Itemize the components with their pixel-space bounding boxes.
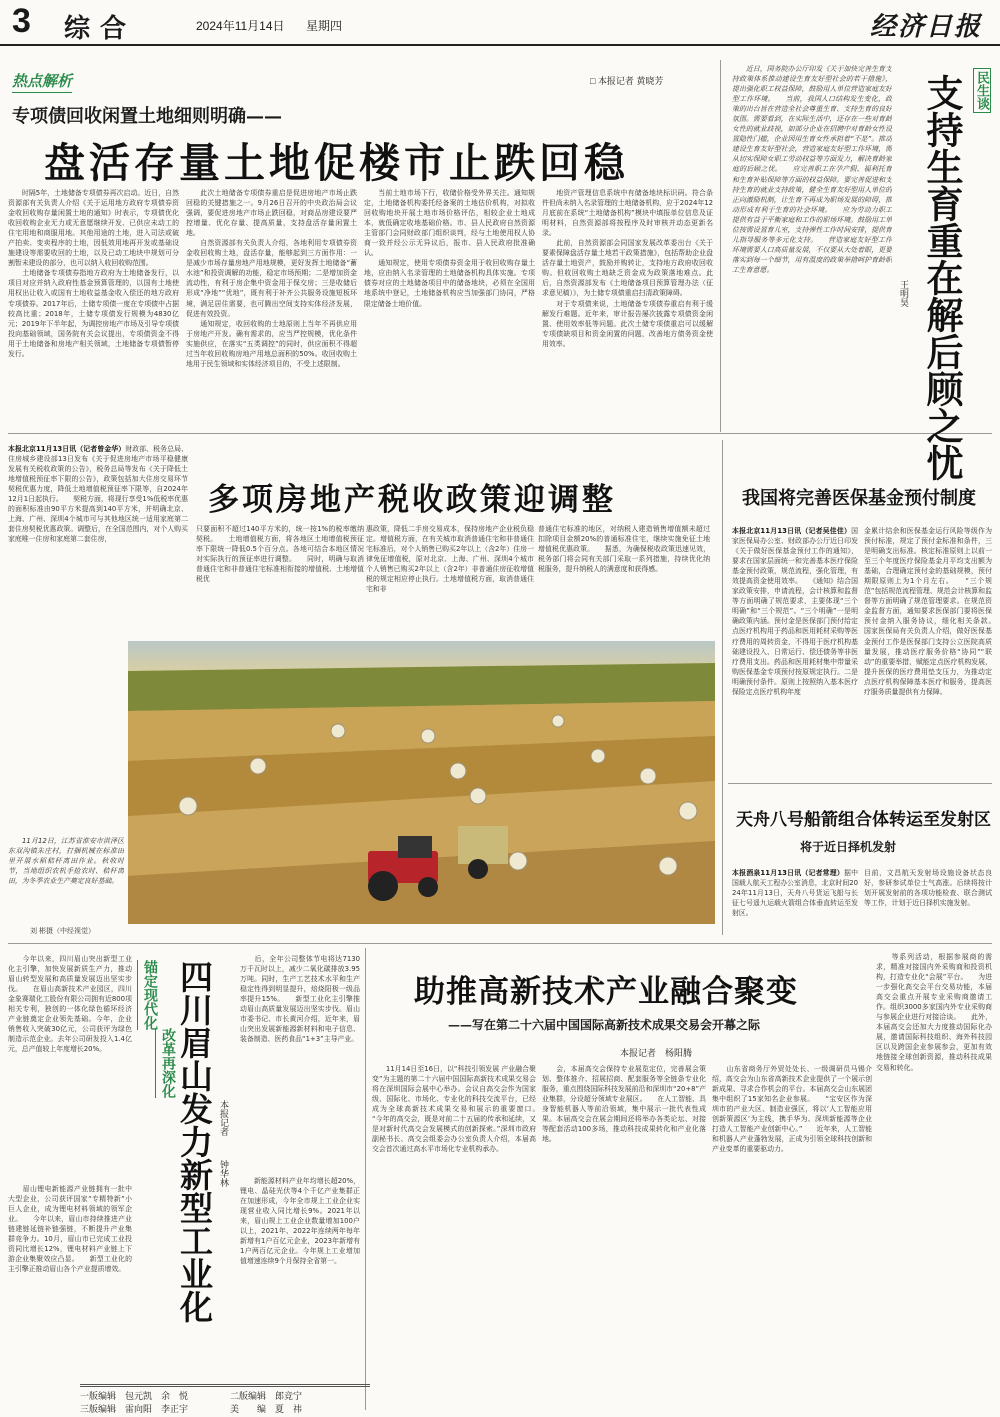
issue-weekday: 星期四: [306, 19, 343, 33]
sichuan-col-1: 今年以来，四川眉山突出新型工业化主引擎，加快发展新质生产力，推动眉山转型发展和高质量发展迈出坚实步伐。 在眉山高新技术产业园区，四川金象赛瑞化工股份有限公司拥有近800项相关专利，独创的一体化绿色循环经济产业链奠定企业领先基础。今年，企业销售收入突破30亿元，公司获评为绿色制造示范企业。去年公司研发投入1.4亿元，总产值较上年度增长20%。: [8, 955, 132, 1054]
sichuan-side-tag-2: 改革再深化: [155, 1028, 178, 1098]
policy-col-1: 本报北京11月13日讯（记者曾金华）财政部、税务总局、住房城乡建设部13日发布《关于促进房地产市场平稳健康发展有关税收政策的公告》，税务总局等发布《关于降低土地增值税预征率下限的公告》，政策包括加大住房交易环节契税优惠力度，降低土地增值税预征率下限等，自2024年12月1日起执行。 契税方面，将现行享受1%低税率优惠的面积标准由90平方米提高到140平方米，并明确北京、上海、广州、深圳4个城市可与其他地区统一适用家庭第二套住房契税优惠政策。调整后，在全国范围内，对个人购买家庭唯一住房和家庭第二套住房，: [8, 445, 188, 544]
tech-headline: 助推高新技术产业融合聚变: [414, 974, 798, 1010]
space-subtitle: 将于近日择机发射: [800, 840, 897, 854]
divider: [720, 60, 721, 432]
minsheng-body: 近日，国务院办公厅印发《关于加快完善生育支持政策体系推动建设生育友好型社会的若干措施》，提出强化职工权益保障，鼓励用人单位营造家庭友好型工作环境。 当前，我国人口结构发生变化，政策的出台旨在营造全社会尊重生育、支持生育的良好氛围。需要看到，在实际生活中，还存在一些对育龄女性的就业歧视，如部分企业在招聘中对育龄女性设置隐性门槛，企业因用生育女性承担着“不是”。推动建设生育友好型社会，营造家庭友好型工作环境，需从切实保障女职工劳动权益等方面发力，解决育龄家庭的后顾之忧。 应完善职工在孕产假、福利托育和生育补贴保障等方面的权益保障。要完善促进和支持生育的就业支持政策，健全生育友好型用人单位的正向激励机制，让生育不再成为职场发展的障碍，推动形成有利于生育的社会环境。 应为劳动力职工提供有益于平衡家庭和工作的职场环境。鼓励用工单位按需设置育儿室，支持弹性工作时间安排，提供育儿指导服务等多元化支持。 营造家庭友好型工作环境需要人口高质量发展，不仅要从大处着眼，更要落实到每一个细节，用有温度的政策举措呵护育龄职工生育意愿。: [732, 65, 892, 274]
space-col-1: 本报酒泉11月13日讯（记者常理）据中国载人航天工程办公室消息，北京时间2024年11月13日，天舟八号货运飞船与长征七号遥九运载火箭组合体垂直转运至发射区。: [732, 869, 858, 918]
sichuan-byline-label: 本报记者: [219, 1100, 229, 1136]
minsheng-headline: 支持生育重在解后顾之忧: [920, 74, 964, 481]
page-header: [0, 0, 1000, 46]
policy-col-3: 惠政策，降低二手房交易成本，保持房地产企业税负稳定。增值税方面，在有关城市取消普通住宅和非普通住宅标准后，对个人销售已购买2年以上（含2年）住房一律免征增值税，原对北京、上海、广州、深圳4个城市个人销售已购买2年以上（含2年）非普通住房征收增值税的规定相应停止执行。土地增值税方面，取消普通住宅和非: [366, 525, 534, 594]
medical-headline: 我国将完善医保基金预付制度: [742, 488, 976, 509]
policy-col-4: 普通住宅标准的地区，对纳税人建造销售增值额未超过扣除项目金额20%的普通标准住宅，继续实施免征土地增值税优惠政策。 据悉，为确保税收政策迅速见效，税务部门将会同有关部门采取一系列措施，持续优化纳税服务，提升纳税人的满意度和获得感。: [538, 525, 710, 574]
hot-col-4: 地资产管理信息系统中有储备地块标识码。符合条件但尚未纳入名录管理的土地储备机构，应于2024年12月底前在系统“土地储备机构”模块中填报单位信息及证明材料，自然资源部将按程序及时审核并动态更新名录。 此前，自然资源部会同国家发展改革委出台《关于要素保障盘活存量土地若干政策措施》，包括帮助企业盘活存量土地资产，鼓励并购转让，支持地方政府收回收购。但收回收购土地缺乏资金成为政策落地难点。此后，自然资源部发布《土地储备项目预算管理办法（征求意见稿）》，为土储专项债重启扫清政策障碍。 对于专项债来说，土地储备专项债券重启有利于缓解发行难题。近年来，审计报告屡次披露专项债资金闲置、使用效率低等问题。此次土储专项债重启可以缓解专项债缺项目和资金闲置的问题，改善地方债务资金使用效率。: [542, 189, 713, 348]
divider: [365, 948, 366, 1410]
medical-col-1: 本报北京11月13日讯（记者吴佳佳）国家医保局办公室、财政部办公厅近日印发《关于做好医保基金预付工作的通知》，要求在国家层面统一和完善基本医疗保险基金预付政策，规范流程，强化管理，有效提高资金使用效率。 《通知》结合国家政策安排，申请流程，会计核算和监督等方面明确了规范要求，主要体现“三个明确”和“三个规范”。“三个明确”一是明确政策内涵。预付金是医保部门预付给定点医疗机构用于药品和医用耗材采购等医疗费用的周转资金，不得用于医疗机构基础建设投入、日常运行、偿还债务等非医疗费用支出。药品和医用耗材集中带量采购医保基金专项预付按原规定执行。二是明确预付条件。原则上按照纳入基本医疗保险定点医疗机构年度: [732, 527, 858, 696]
policy-headline: 多项房地产税收政策迎调整: [208, 482, 616, 518]
tech-col-2: 会，本届高交会保持专业展览定位，完善展会策划、整体推介、招展招商、配套服务等全链条专业化服务，重点围绕国际科技发展前沿和深圳市“20+8”产业集群，分设超分领域专业展区。 在人工智能、具身智能机器人等前沿领域，集中展示一批代表性成果。本届高交会在展会期间还将举办各类论坛、对接等配套活动100多场，推动科技成果转化和产业化落地。: [542, 1065, 706, 1144]
hot-kicker: 专项债回收闲置土地细则明确——: [12, 106, 282, 127]
editor-credit-4: 美 编 夏 祎: [230, 1404, 303, 1414]
hot-headline: 盘活存量土地促楼市止跌回稳: [44, 139, 629, 187]
hot-col-3: 当前土地市场下行，收储价格受外界关注。通知规定，土地储备机构委托经备案的土地估价机构，对拟收回收购地块开展土地市场价格评估，相较企业土地成本，就低确定收地基础价格。市、县人民政府自然资源主管部门会同财政部门组织谈判，经与土地使用权人协商一致并经公示无异议后，报市、县人民政府批准确认。 通知规定，使用专项债券资金用于收回收购存量土地，应由纳入名录管理的土地储备机构具体实施。专项债券对应的土地储备项目中的储备地块，必须在全国用地系统中登记，土地储备机构应当加强部门协同，严格限定储备土地价值。: [364, 189, 535, 308]
editor-credit-1: 一版编辑 包元凯 余 悦: [80, 1391, 189, 1401]
space-lead: 本报酒泉11月13日讯（记者常理）: [732, 869, 844, 877]
medical-col-2: 金累计结余和医保基金运行风险等级作为预付标准，规定了预付金标准和条件，三是明确支出标准。核定标准原则上以前一至三个年度医疗保险基金月平均支出额为基础，合理确定预付金的基础规模，预付期限原则上为1个月左右。 “三个规范”包括规范流程管理、规范会计核算和监督等方面明确了规范管理要求。在规范资金监督方面，通知要求医保部门要将医保预付金纳入服务协议，细化相关条款。 国家医保局有关负责人介绍，做好医保基金预付工作是医保部门支持公立医院高质量发展，推动医疗服务价格“协同”“联动”的重要举措，赋能定点医疗机构发展，提升医保的医疗费用垫支压力，为推动定点医疗机构保障基本医疗和服务，提高医疗服务质量提供有力保障。: [864, 527, 992, 696]
medical-lead: 本报北京11月13日讯（记者吴佳佳）: [732, 527, 852, 535]
section-name: 综合: [64, 14, 137, 44]
farm-photo-illustration: [128, 641, 715, 924]
farm-photo: [128, 641, 715, 924]
issue-date: 2024年11月14日: [196, 19, 285, 33]
editor-credit-2: 二版编辑 郎竞宁: [230, 1391, 303, 1401]
hot-col-1: 时隔5年，土地储备专项债券再次启动。近日，自然资源部有关负责人介绍《关于运用地方政府专项债券资金收回收购存量闲置土地的通知》时表示，专项债优化收回收购企业无力或无意愿继续开发、已供应未动工的住宅用地和商服用地。其他用途的土地，进入司法或破产拍卖、变卖程序的土地，因低效用地再开发或基础设施建设等需要收回的土地，以及已动工地块中规划可分割暂未建设的部分，也可以纳入收回收购范围。 土地储备专项债券指地方政府为土地储备发行，以项目对应并纳入政府性基金预算管理的，以国有土地使用权出让收入或国有土地收益基金收入偿还的地方政府专项债券。2017年后，土储专项债一度在专项债中占据较高比重；2018年，土储专项债发行规模为4830亿元；2019年下半年起，为调控房地产市场及引导专项债投向基础领域，国务院有关会议提出，专项债资金不得用于土地储备和房地产相关领域，土地储备专项债暂停发行。: [8, 189, 179, 358]
sichuan-headline: 四川眉山发力新型工业化: [175, 960, 214, 1323]
hot-tag: 热点解析: [12, 70, 72, 93]
tech-col-4: 等系列活动，根据参展商的需求，精准对接国内外采购商和投资机构，打造专业化“会展”平台。 为进一步强化高交会平台交易功能，本届高交会重点开展专业采购商邀请工作。组织3000多家国内外专业采购商与参展企业进行对接洽谈。 此外，本届高交会还加大力度推动国际化办展，邀请国际科技组织、海外科技园区以及跨国企业参展参会，更加有效地链接全球创新资源，推动科技成果交易和转化。: [876, 953, 992, 1072]
minsheng-author: 王明昊: [899, 280, 909, 307]
divider: [8, 943, 992, 944]
photo-credit: 刘 彬摄（中经视觉）: [30, 928, 95, 935]
tech-col-3: 山东省商务厅外贸处处长、一级调研员马锡介绍，高交会为山东省高新技术企业提供了一个展示创新成果、寻求合作机会的平台。本届高交会山东展团集中组织了15家知名企业参展。 “宝安区作为深圳市的产业大区、制造业强区，将以‘人工智能应用创新策源区’为主线，携手华为、深圳新能源等企业打造人工智能产业创新中心。” 近年来，人工智能和机器人产业蓬勃发展，正成为引领全球科技创新和产业变革的重要驱动力。: [712, 1065, 872, 1154]
sichuan-col-2: 后，全年公司整体节电将达7130万千瓦时以上，减少二氧化碳排放3.95万吨。同时，生产工艺技术水平和生产稳定性得到明显提升，焙烧阳极一级品率提升15%。 新型工业化主引擎推动眉山高质量发展迈出坚实步伐。眉山市委书记、市长黄河介绍，近年来，眉山突出发展新能源新材料和电子信息、装备制造、医药食品“1+3”主导产业。: [240, 955, 360, 1044]
minsheng-tag: 民生谈: [973, 68, 991, 113]
divider: [728, 783, 992, 784]
footer: [80, 1384, 370, 1414]
space-headline: 天舟八号船箭组合体转运至发射区: [736, 810, 991, 830]
tech-col-1: 11月14日至16日，以“科技引领发展 产业融合聚变”为主题的第二十六届中国国际高新技术成果交易会将在深圳国际会展中心举办。会议自高交会作为国家级、国际化、市场化、专业化的科技交流平台，已经成为全球高新技术成果交易和展示的重要窗口。 “今年的高交会，既是对前二十五届的传承和延续，又是对新时代高交会发展模式的创新探索。”深圳市政府副秘书长、高交会组委会办公室负责人介绍，本届高交会首次通过高水平市场化专业机构承办。: [372, 1065, 536, 1154]
editor-credit-3: 三版编辑 雷向阳 李正宇: [80, 1404, 189, 1414]
sichuan-col-1b: 眉山锂电新能源产业链拥有一批中大型企业，公司获评国家“专精特新”小巨人企业，成为锂电材料领域的领军企业。 今年以来，眉山市持续推进产业链建链延链补链强链，不断提升产业集群竞争力。10月，眉山市已完成工业投资同比增长12%，锂电材料产业链上下游企业集聚效应凸显。 新型工业化的主引擎正推动眉山各个产业提质增效。: [8, 1185, 132, 1274]
space-col-2: 目前，文昌航天发射场设施设备状态良好，参研参试单位士气高涨。后续将按计划开展发射前的各项功能检查、联合测试等工作，计划于近日择机实施发射。: [864, 869, 992, 908]
photo-caption: 11月12日，江苏省淮安市洪泽区东双沟镇朱庄村，打捆机械在标准田里开展水稻秸秆离田作业。秋收时节，当地组织农机手抢农时、秸秆离田，为冬季农业生产奠定良好基础。: [8, 837, 124, 886]
hot-byline: □ 本报记者 黄晓芳: [590, 76, 664, 86]
hot-col-2: 此次土地储备专项债券重启是促进房地产市场止跌回稳的关键措施之一。9月26日召开的中央政治局会议强调，要促进房地产市场止跌回稳，对商品房建设要严控增量、优化存量、提高质量，支持盘活存量闲置土地。 自然资源部有关负责人介绍，各地利用专项债券资金收回收购土地，盘活存量，能够起到三方面作用：一是减少市场存量房地产用地规模，更好发挥土地储备“蓄水池”和投资调解的功能，稳定市场预期；二是增加资金流动性，有利于房企集中资金用于保交房；三是收储后形成“净地”“优地”，既有利于补齐公共服务设施短板环境，满足居住需要，也可腾出空间支持实体经济发展，促进有效投资。 通知规定，收回收购的土地原则上当年不再供应用于房地产开发。确有需求的，应当严控规模，优化条件实施供应，在落实“五类调控”的同时，供应面积不得超过当年收回收购房地产用地总面积的50%。收回收购土地用于民生领域和实体经济项目的，不受上述限制。: [186, 189, 357, 368]
sichuan-byline-name: 钟华林: [219, 1160, 229, 1187]
policy-col-2: 只要面积不超过140平方米的，统一按1%的税率缴纳契税。 土地增值税方面，将各地区土地增值税预征率下限统一降低0.5个百分点。各地可结合本地区情况对实际执行的预征率进行调整。 同时，明确与取消普通住宅和非普通住宅标准相衔接的增值税、土地增值税优: [196, 525, 364, 584]
divider: [722, 440, 723, 935]
masthead-logo: 经济日报: [869, 12, 982, 42]
page-number: 3: [12, 2, 31, 40]
tech-byline: 本报记者 杨阳腾: [620, 1048, 693, 1058]
sichuan-col-3: 新能源材料产业年均增长超20%，锂电、晶硅光伏等4个千亿产业集群正在加速形成，今年全市规上工业企业实现营业收入同比增长9%。2021年以来，眉山规上工业企业数量增加100户以上，2021年、2022年连续两年每年新增有1户百亿元企业，2023年新增有1户两百亿元企业。今年规上工业增加值增速连续9个月保持全省第一。: [240, 1177, 360, 1266]
tech-subtitle: ——写在第二十六届中国国际高新技术成果交易会开幕之际: [448, 1018, 761, 1032]
policy-lead: 本报北京11月13日讯（记者曾金华）: [8, 445, 126, 453]
sichuan-side-tag-1: 锚定现代化: [137, 960, 160, 1030]
